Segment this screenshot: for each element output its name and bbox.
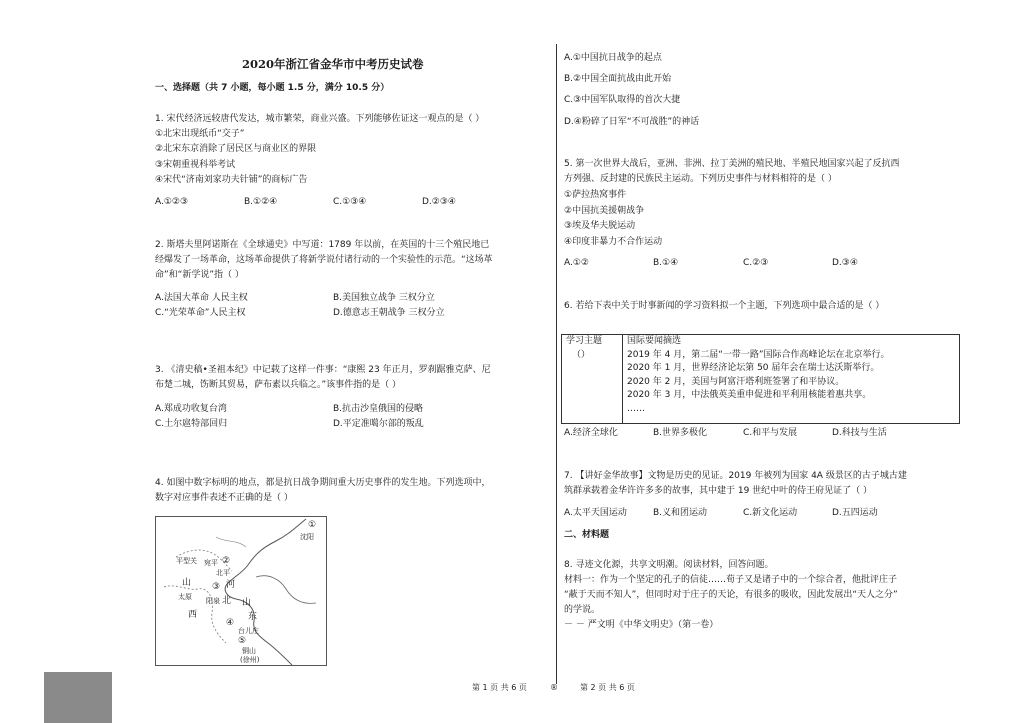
question-4-option-b[interactable]: B.②中国全面抗战由此开始: [564, 74, 672, 84]
historical-map: [155, 516, 327, 666]
question-1-item: ②北宋东京消除了居民区与商业区的界限: [155, 144, 317, 154]
question-1-item: ④宋代“济南刘家功夫针铺”的商标广告: [155, 175, 308, 185]
map-label-bei: 北: [222, 596, 232, 606]
map-label-shandong-shan: 山: [242, 598, 252, 608]
map-label-pingxingguan: 平型关: [176, 557, 197, 565]
map-label-xuzhou: (徐州): [240, 656, 260, 664]
material-text: 的学说。: [564, 605, 601, 615]
topic-blank: （）: [572, 349, 591, 360]
column-divider: [556, 44, 557, 684]
map-label-xi: 西: [188, 610, 198, 620]
material-text: “蔽于天而不知人”，但同时对于庄子的天论，有很多的吸收，因此发展出“天人之分”: [564, 590, 898, 600]
map-label-shenyang: 沈阳: [300, 533, 314, 541]
question-5-option-d[interactable]: D.③④: [832, 258, 858, 268]
question-1-item: ①北宋出现纸币“交子”: [155, 129, 245, 139]
question-6-stem: 6. 若给下表中关于时事新闻的学习资料拟一个主题，下列选项中最合适的是（ ）: [564, 301, 885, 311]
map-label-beiping: 北平: [216, 569, 230, 577]
news-row: 2019 年 4 月，第二届“一带一路”国际合作高峰论坛在北京举行。: [627, 349, 890, 360]
question-1-item: ③宋朝重视科举考试: [155, 160, 236, 170]
question-5-item: ①萨拉热窝事件: [564, 190, 627, 200]
question-6-option-a[interactable]: A.经济全球化: [564, 428, 618, 438]
question-4-option-c[interactable]: C.③中国军队取得的首次大捷: [564, 95, 681, 105]
map-label-taiyuan: 太原: [178, 593, 192, 601]
question-2-option-b[interactable]: B.美国独立战争 三权分立: [333, 293, 435, 303]
question-7-stem: 筑群承载着金华许许多多的故事，其中建于 19 世纪中叶的侍王府见证了（ ）: [564, 486, 873, 496]
question-3-stem: 布楚二城，饬断其贸易，萨布素以兵临之。”该事件指的是（ ）: [155, 380, 402, 390]
map-marker-1: ①: [308, 520, 317, 530]
question-5-item: ②中国抗美援朝战争: [564, 206, 645, 216]
page-number-right: 第 2 页 共 6 页: [580, 683, 635, 692]
section-heading-choice: 一、选择题（共 7 小题，每小题 1.5 分，满分 10.5 分）: [155, 83, 390, 93]
news-row: ……: [627, 403, 645, 414]
map-label-taierzhuang: 台儿庄: [238, 627, 259, 635]
question-5-item: ③埃及华夫脱运动: [564, 221, 636, 231]
question-2-stem: 命”和“新学说”指（ ）: [155, 270, 244, 280]
map-label-he: 河: [226, 580, 236, 590]
question-4-option-d[interactable]: D.④粉碎了日军“不可战胜”的神话: [564, 117, 700, 127]
question-5-stem: 5. 第一次世界大战后，亚洲、非洲、拉丁美洲的殖民地、半殖民地国家兴起了反抗西: [564, 159, 900, 169]
question-5-option-a[interactable]: A.①②: [564, 258, 589, 268]
news-cell: [623, 335, 960, 424]
registered-mark: ®: [550, 683, 558, 692]
question-7-option-c[interactable]: C.新文化运动: [743, 508, 798, 518]
question-2-option-d[interactable]: D.德意志王朝战争 三权分立: [333, 308, 445, 318]
question-2-option-a[interactable]: A.法国大革命 人民主权: [155, 293, 248, 303]
question-4-stem: 4. 如图中数字标明的地点，都是抗日战争期间重大历史事件的发生地。下列选项中，: [155, 478, 491, 488]
news-row: 2020 年 2 月，美国与阿富汗塔利班签署了和平协议。: [627, 376, 845, 387]
map-marker-4: ④: [226, 618, 235, 628]
grey-overlay-box: [44, 672, 112, 723]
question-1-option-a[interactable]: A.①②③: [155, 197, 189, 207]
question-3-stem: 3. 《清史稿•圣祖本纪》中记载了这样一件事：“康熙 23 年正月，罗刹踞雅克萨、尼: [155, 365, 491, 375]
question-7-stem: 7. 【讲好金华故事】文物是历史的见证。2019 年被列为国家 4A 级景区的古子城古建: [564, 471, 907, 481]
question-2-option-c[interactable]: C.“光荣革命”人民主权: [155, 308, 246, 318]
map-marker-3: ③: [212, 582, 221, 592]
page-number-left: 第 1 页 共 6 页: [472, 683, 527, 692]
map-marker-5: ⑤: [238, 636, 247, 646]
page-title: 2020年浙江省金华市中考历史试卷: [242, 57, 424, 71]
material-source: － － 严文明《中华文明史》（第一卷）: [564, 620, 719, 630]
map-label-shan: 山: [182, 578, 192, 588]
question-3-option-b[interactable]: B.抗击沙皇俄国的侵略: [333, 404, 424, 414]
question-5-option-b[interactable]: B.①④: [653, 258, 679, 268]
news-row: 2020 年 3 月，中法俄英美重申促进和平利用核能着惠共享。: [627, 390, 872, 400]
question-1-option-c[interactable]: C.①③④: [333, 197, 367, 207]
question-3-option-d[interactable]: D.平定准噶尔部的叛乱: [333, 419, 424, 429]
question-7-option-d[interactable]: D.五四运动: [832, 508, 878, 518]
question-7-option-b[interactable]: B.义和团运动: [653, 508, 708, 518]
question-1-option-d[interactable]: D.②③④: [422, 197, 456, 207]
question-2-stem: 2. 斯塔夫里阿诺斯在《全球通史》中写道：1789 年以前，在英国的十三个殖民地已: [155, 240, 490, 250]
map-label-yangquan: 阳泉: [206, 597, 220, 605]
section-heading-material: 二、材料题: [564, 530, 610, 540]
news-heading: 国际要闻摘选: [627, 336, 682, 346]
topic-label: 学习主题: [566, 336, 603, 346]
question-4-stem: 数字对应事件表述不正确的是（ ）: [155, 493, 293, 503]
question-5-item: ④印度非暴力不合作运动: [564, 237, 663, 247]
question-3-option-a[interactable]: A.郑成功收复台湾: [155, 404, 227, 414]
map-label-tongshan: 铜山: [242, 647, 256, 655]
question-1-option-b[interactable]: B.①②④: [244, 197, 278, 207]
news-row: 2020 年 1 月，世界经济论坛第 50 届年会在瑞士达沃斯举行。: [627, 363, 880, 373]
question-6-option-d[interactable]: D.科技与生活: [832, 428, 887, 438]
map-marker-2: ②: [222, 556, 231, 566]
material-text: 材料一：作为一个坚定的孔子的信徒……荀子又是诸子中的一个综合者，他批评庄子: [564, 575, 898, 585]
map-label-wanping: 宛平: [204, 559, 218, 567]
question-6-option-b[interactable]: B.世界多极化: [653, 428, 708, 438]
question-7-option-a[interactable]: A.太平天国运动: [564, 508, 627, 518]
question-8-stem: 8. 寻迹文化源，共享文明潮。阅读材料，回答问题。: [564, 560, 774, 570]
question-3-option-c[interactable]: C.土尔扈特部回归: [155, 419, 228, 429]
question-4-option-a[interactable]: A.①中国抗日战争的起点: [564, 53, 662, 63]
question-5-stem: 方列强、反封建的民族民主运动。下列历史事件与材料相符的是（ ）: [564, 174, 837, 184]
question-5-option-c[interactable]: C.②③: [743, 258, 769, 268]
question-6-option-c[interactable]: C.和平与发展: [743, 428, 798, 438]
map-label-shandong-dong: 东: [248, 612, 258, 622]
news-table: [561, 334, 960, 424]
question-1-stem: 1. 宋代经济远较唐代发达，城市繁荣，商业兴盛。下列能够佐证这一观点的是（ ）: [155, 114, 485, 124]
question-2-stem: 经爆发了一场革命，这场革命提供了将新学说付诸行动的一个实验性的示范。“这场革: [155, 255, 493, 265]
topic-cell: [562, 335, 623, 424]
